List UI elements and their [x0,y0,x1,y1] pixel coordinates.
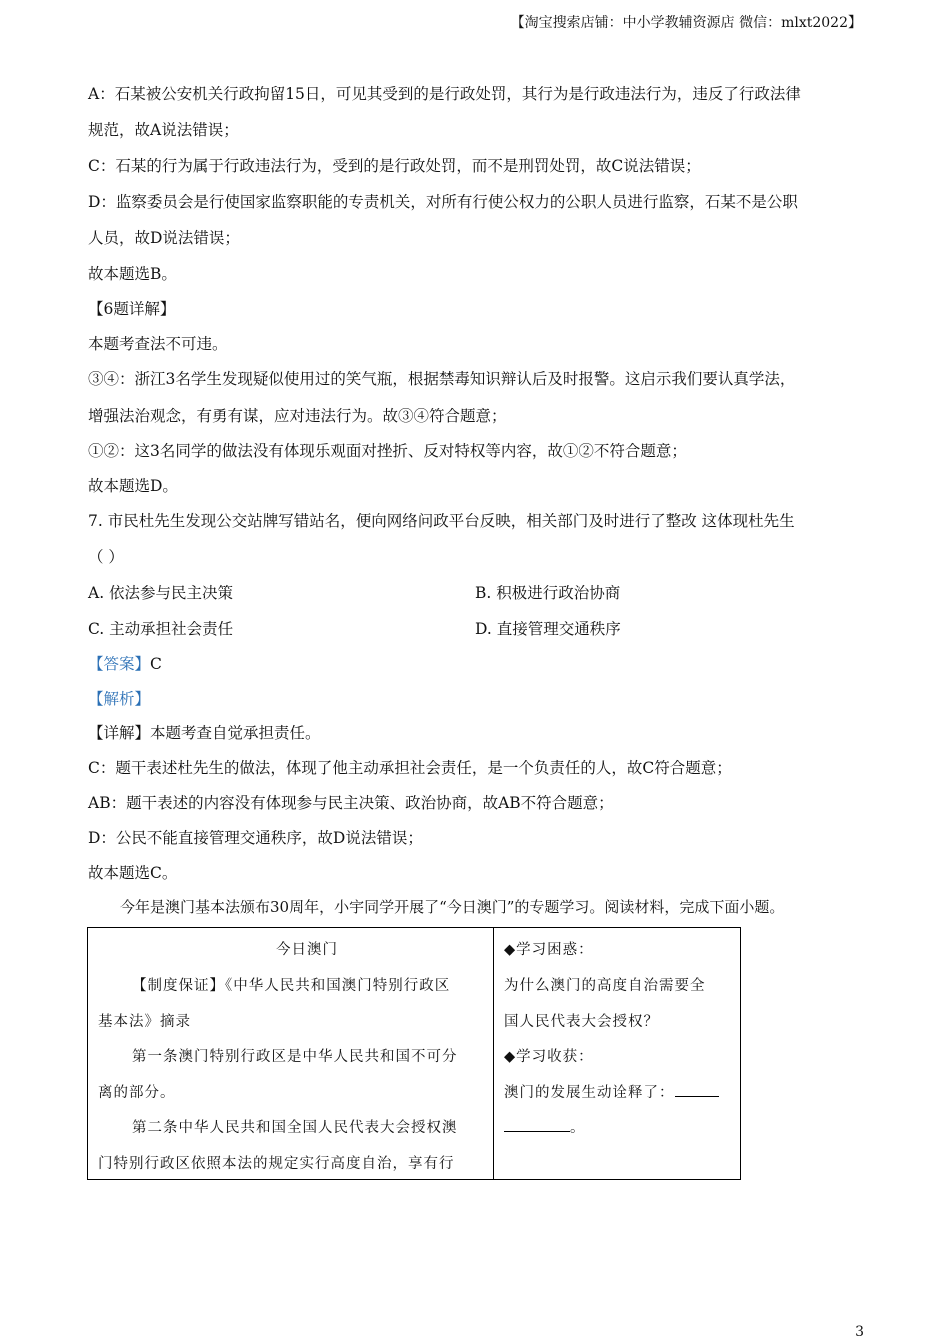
text-line: AB：题干表述的内容没有体现参与民主决策、政治协商，故AB不符合题意； [88,794,614,812]
section-heading: 【6题详解】 [88,300,176,318]
text-line: 规范，故A说法错误； [88,121,239,139]
table-left-line: 第一条澳门特别行政区是中华人民共和国不可分 [132,1049,458,1065]
table-right-line: ◆学习收获： [504,1049,594,1065]
table-left-title: 今日澳门 [276,942,338,958]
table-right-line: 国人民代表大会授权？ [504,1014,659,1030]
material-table [87,927,741,1180]
text-line: C：题干表述杜先生的做法，体现了他主动承担社会责任，是一个负责任的人，故C符合题意； [88,759,732,777]
page-number: 3 [855,1324,864,1340]
text-line: C：石某的行为属于行政违法行为，受到的是行政处罚，而不是刑罚处罚，故C说法错误； [88,157,701,175]
text-line: ③④：浙江3名学生发现疑似使用过的笑气瓶，根据禁毒知识辩认后及时报警。这启示我们要认真学法， [88,370,796,388]
question-stem: 7. 市民杜先生发现公交站牌写错站名，便向网络问政平台反映，相关部门及时进行了整改 这体现杜先生 [88,512,795,530]
detail-label: 【详解】 [88,724,151,742]
analysis-label: 【解析】 [88,690,151,708]
option-b: B. 积极进行政治协商 [475,584,621,602]
question-blank: （ ） [88,548,124,566]
text-line: 故本题选B。 [88,265,177,283]
table-right-text: 。 [570,1120,586,1136]
page-header: 【淘宝搜索店铺：中小学教辅资源店 微信：mlxt2022】 [510,15,862,31]
option-c: C. 主动承担社会责任 [88,620,234,638]
table-divider [493,928,494,1179]
text-line: D：公民不能直接管理交通秩序，故D说法错误； [88,829,423,847]
table-left-line: 离的部分。 [98,1085,176,1101]
material-intro: 今年是澳门基本法颁布30周年，小宇同学开展了“今日澳门”的专题学习。阅读材料，完成下面小题。 [120,898,785,916]
answer-value: C [150,655,162,673]
table-right-text: 澳门的发展生动诠释了： [504,1085,675,1101]
table-right-line [504,1116,586,1137]
text-line: 人员，故D说法错误； [88,229,240,247]
table-right-line: ◆学习困惑： [504,942,594,958]
text-line: 本题考查法不可违。 [88,335,228,353]
table-left-line: 基本法》摘录 [98,1014,191,1030]
table-right-line: 为什么澳门的高度自治需要全 [504,978,706,994]
text-line: 增强法治观念，有勇有谋，应对违法行为。故③④符合题意； [88,407,507,425]
answer-line [88,652,162,674]
text-line: A：石某被公安机关行政拘留15日，可见其受到的是行政处罚，其行为是行政违法行为，违反了行政法律 [88,85,801,103]
detail-line [88,721,321,743]
table-left-line: 【制度保证】《中华人民共和国澳门特别行政区 [132,978,451,994]
answer-label: 【答案】 [88,655,151,673]
text-line: 故本题选C。 [88,864,178,882]
table-left-line: 第二条中华人民共和国全国人民代表大会授权澳 [132,1120,458,1136]
text-line: 故本题选D。 [88,477,178,495]
option-d: D. 直接管理交通秩序 [475,620,621,638]
option-a: A. 依法参与民主决策 [88,584,234,602]
text-line: ①②：这3名同学的做法没有体现乐观面对挫折、反对特权等内容，故①②不符合题意； [88,442,687,460]
table-right-line [504,1081,719,1102]
detail-text: 本题考查自觉承担责任。 [150,724,321,742]
answer-blank [504,1131,570,1132]
text-line: D：监察委员会是行使国家监察职能的专责机关，对所有行使公权力的公职人员进行监察，石某不是公职 [88,193,798,211]
table-left-line: 门特别行政区依照本法的规定实行高度自治，享有行 [98,1156,455,1172]
answer-blank [675,1096,719,1097]
